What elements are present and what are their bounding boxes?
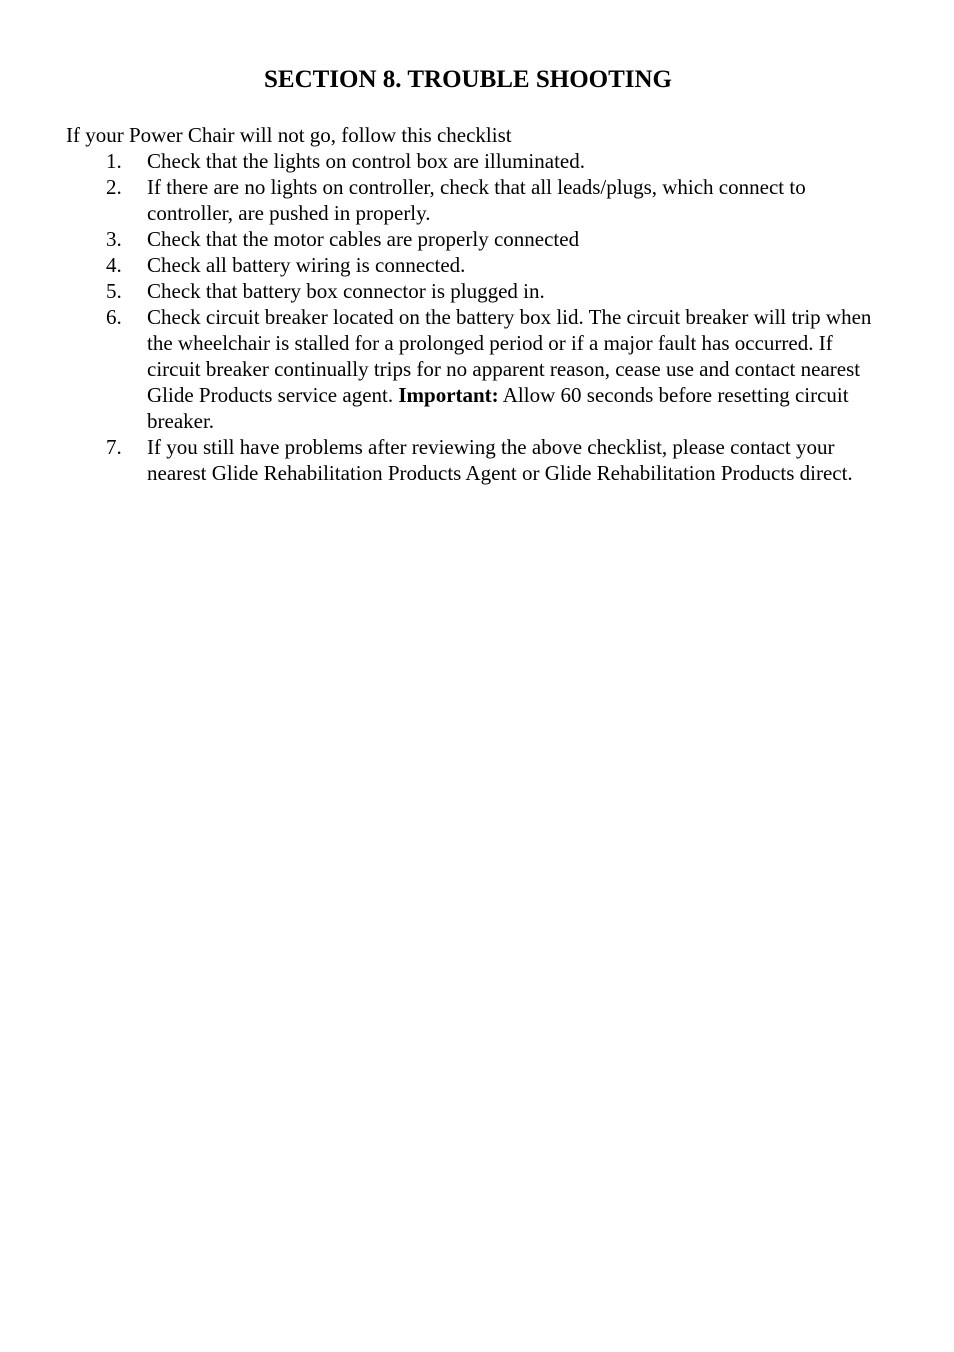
section-title: SECTION 8. TROUBLE SHOOTING (264, 66, 672, 93)
item-number: 1. (106, 149, 122, 173)
checklist-item-4 (0, 252, 954, 278)
checklist-item-2 (0, 174, 954, 226)
troubleshooting-checklist (0, 148, 954, 486)
item-text-after: Allow 60 seconds before resetting circuit breaker. (147, 383, 849, 433)
item-number: 5. (106, 279, 122, 303)
item-text: Check all battery wiring is connected. (147, 253, 466, 277)
item-number: 3. (106, 227, 122, 251)
item-text: If you still have problems after reviewing the above checklist, please contact your nearest Glide Rehabilitation Products Agent or Glide Rehabilitation Products direct. (147, 435, 853, 485)
item-number: 4. (106, 253, 122, 277)
checklist-item-7 (0, 434, 954, 486)
checklist-item-3 (0, 226, 954, 252)
item-number: 7. (106, 435, 122, 459)
important-label: Important: (398, 383, 499, 407)
checklist-item-6 (0, 304, 954, 434)
intro-text: If your Power Chair will not go, follow this checklist (66, 123, 512, 147)
item-number: 6. (106, 305, 122, 329)
item-text (147, 304, 875, 434)
item-text-before: Check circuit breaker located on the battery box lid. The circuit breaker will trip when the wheelchair is stalled for a prolonged period or if a major fault has occurred. If circuit breaker continually trips for no apparent reason, cease use and contact nearest Glide Products service agent. (147, 305, 872, 407)
checklist-item-5 (0, 278, 954, 304)
checklist-item-1 (0, 148, 954, 174)
item-number: 2. (106, 175, 122, 199)
item-text: Check that the motor cables are properly connected (147, 227, 580, 251)
item-text: Check that the lights on control box are illuminated. (147, 149, 585, 173)
item-text: Check that battery box connector is plugged in. (147, 279, 545, 303)
item-text: If there are no lights on controller, check that all leads/plugs, which connect to controller, are pushed in properly. (147, 175, 806, 225)
